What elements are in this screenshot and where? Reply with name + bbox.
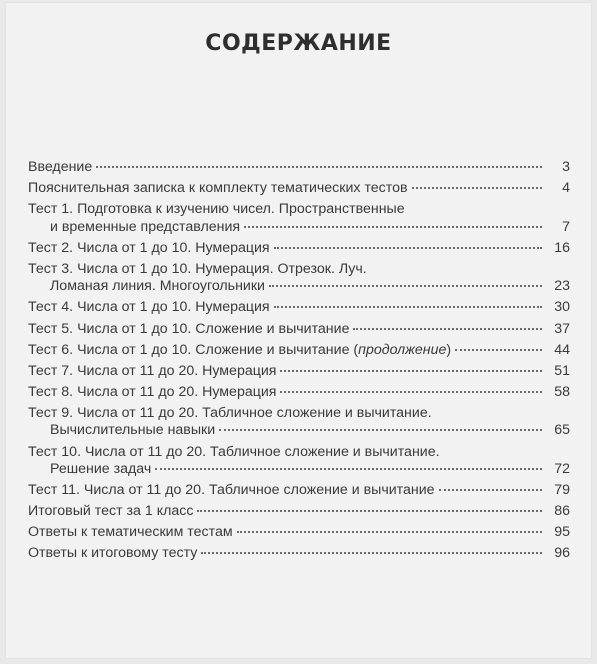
toc-line bbox=[28, 342, 570, 360]
dot-leader bbox=[96, 165, 542, 168]
dot-leader bbox=[280, 390, 542, 393]
dot-leader bbox=[274, 305, 542, 308]
toc-entry-title bbox=[28, 482, 435, 500]
toc-line bbox=[28, 321, 570, 339]
toc-entry-title-text: Тест 8. Числа от 11 до 20. Нумерация bbox=[28, 383, 277, 400]
toc-entry-title bbox=[28, 342, 451, 360]
toc-page-number: 7 bbox=[562, 218, 570, 235]
toc-entry bbox=[28, 405, 570, 440]
toc-entry-title bbox=[28, 503, 193, 521]
dot-leader bbox=[201, 551, 542, 554]
toc-line bbox=[28, 524, 570, 542]
toc-entry bbox=[28, 159, 570, 177]
dot-leader bbox=[353, 327, 542, 330]
toc-entry-title-text: Тест 11. Числа от 11 до 20. Табличное сложение и вычитание bbox=[28, 482, 435, 499]
toc-entry-title bbox=[28, 299, 270, 317]
toc-page-number: 51 bbox=[554, 362, 570, 379]
toc-entry bbox=[28, 384, 570, 402]
toc-page-number: 44 bbox=[554, 341, 570, 358]
book-page bbox=[6, 3, 591, 658]
toc-entry-title-continued: Ломаная линия. Многоугольники bbox=[50, 278, 265, 295]
toc-line bbox=[28, 261, 570, 279]
toc-page-number: 86 bbox=[554, 503, 570, 520]
dot-leader bbox=[274, 246, 542, 249]
toc-entry bbox=[28, 545, 570, 563]
page-title: СОДЕРЖАНИЕ bbox=[205, 31, 392, 56]
toc-entry bbox=[28, 240, 570, 258]
toc-entry-title bbox=[28, 384, 276, 402]
toc-page-number: 23 bbox=[554, 278, 570, 295]
toc-line bbox=[28, 503, 570, 521]
toc-line bbox=[28, 422, 570, 440]
toc-line bbox=[28, 159, 570, 177]
toc-page-number: 79 bbox=[554, 482, 570, 499]
dot-leader bbox=[155, 467, 542, 470]
toc-entry bbox=[28, 261, 570, 296]
toc-entry-title-italic: продолжение bbox=[358, 341, 447, 358]
toc-line bbox=[28, 482, 570, 500]
dot-leader bbox=[219, 428, 542, 431]
toc-page-number: 58 bbox=[554, 383, 570, 400]
toc-entry-title bbox=[28, 321, 349, 339]
toc-entry-title-continued: Решение задач bbox=[50, 461, 152, 478]
toc-entry-title bbox=[28, 159, 92, 177]
toc-line bbox=[28, 545, 570, 563]
toc-line bbox=[28, 278, 570, 296]
toc-page-number: 37 bbox=[554, 320, 570, 337]
toc-page-number: 4 bbox=[562, 180, 570, 197]
toc-entry-title-text: Тест 6. Числа от 1 до 10. Сложение и вычитание ( bbox=[28, 341, 359, 358]
toc-entry bbox=[28, 342, 570, 360]
dot-leader bbox=[244, 225, 542, 228]
toc-entry-title-text: Тест 3. Числа от 1 до 10. Нумерация. Отрезок. Луч. bbox=[28, 260, 367, 277]
dot-leader bbox=[237, 530, 542, 533]
toc-line bbox=[28, 299, 570, 317]
dot-leader bbox=[280, 369, 542, 372]
toc-entry-title bbox=[28, 405, 432, 423]
toc-line bbox=[28, 384, 570, 402]
toc-entry-title bbox=[28, 444, 440, 462]
toc-entry-title bbox=[28, 180, 408, 198]
dot-leader bbox=[439, 488, 542, 491]
toc-entry-title-text: Итоговый тест за 1 класс bbox=[28, 503, 194, 520]
toc-line bbox=[28, 461, 570, 479]
toc-entry-title-text: Тест 2. Числа от 1 до 10. Нумерация bbox=[28, 239, 270, 256]
toc-entry-title-text: Ответы к тематическим тестам bbox=[28, 524, 233, 541]
toc-entry bbox=[28, 201, 570, 236]
toc-page-number: 65 bbox=[554, 422, 570, 439]
toc-entry-title-continued: Вычислительные навыки bbox=[50, 422, 216, 439]
toc-line bbox=[28, 405, 570, 423]
toc-line bbox=[28, 363, 570, 381]
toc-entry-title bbox=[28, 240, 270, 258]
toc-line bbox=[28, 444, 570, 462]
toc-page-number: 16 bbox=[554, 239, 570, 256]
toc-page-number: 95 bbox=[554, 524, 570, 541]
toc-entry-title-text: Тест 5. Числа от 1 до 10. Сложение и вычитание bbox=[28, 320, 350, 337]
toc-page-number: 72 bbox=[554, 461, 570, 478]
toc-entry-title-continued: и временные представления bbox=[50, 218, 241, 235]
toc-entry bbox=[28, 299, 570, 317]
toc-line bbox=[28, 240, 570, 258]
toc-line bbox=[28, 180, 570, 198]
toc-entry-title bbox=[28, 261, 367, 279]
dot-leader bbox=[269, 284, 542, 287]
toc-entry bbox=[28, 482, 570, 500]
toc-entry-title bbox=[28, 545, 197, 563]
toc-entry-title-text: Тест 10. Числа от 11 до 20. Табличное сложение и вычитание. bbox=[28, 443, 440, 460]
toc-entry bbox=[28, 363, 570, 381]
toc-page-number: 96 bbox=[554, 545, 570, 562]
dot-leader bbox=[197, 509, 542, 512]
toc-entry-title-text: Введение bbox=[28, 159, 93, 175]
toc-entry bbox=[28, 321, 570, 339]
toc-entry-title-text: Пояснительная записка к комплекту тематических тестов bbox=[28, 180, 408, 197]
toc-entry-title bbox=[28, 363, 276, 381]
toc-entry-title-text: Тест 1. Подготовка к изучению чисел. Пространственные bbox=[28, 201, 405, 218]
toc-entry-title bbox=[28, 201, 405, 219]
toc-entry bbox=[28, 444, 570, 479]
toc-entry-title-after: ) bbox=[446, 341, 452, 358]
toc-line bbox=[28, 219, 570, 237]
toc-page-number: 3 bbox=[562, 159, 570, 175]
toc-entry-title-text: Тест 7. Числа от 11 до 20. Нумерация bbox=[28, 362, 277, 379]
toc-line bbox=[28, 201, 570, 219]
toc-entry bbox=[28, 503, 570, 521]
dot-leader bbox=[412, 186, 542, 189]
table-of-contents bbox=[28, 159, 570, 567]
toc-entry bbox=[28, 524, 570, 542]
toc-entry-title-text: Тест 9. Числа от 11 до 20. Табличное сложение и вычитание. bbox=[28, 404, 432, 421]
toc-entry-title-text: Ответы к итоговому тесту bbox=[28, 545, 198, 562]
toc-entry-title bbox=[28, 524, 233, 542]
dot-leader bbox=[455, 348, 542, 351]
toc-entry-title-text: Тест 4. Числа от 1 до 10. Нумерация bbox=[28, 299, 270, 316]
toc-page-number: 30 bbox=[554, 299, 570, 316]
toc-entry bbox=[28, 180, 570, 198]
